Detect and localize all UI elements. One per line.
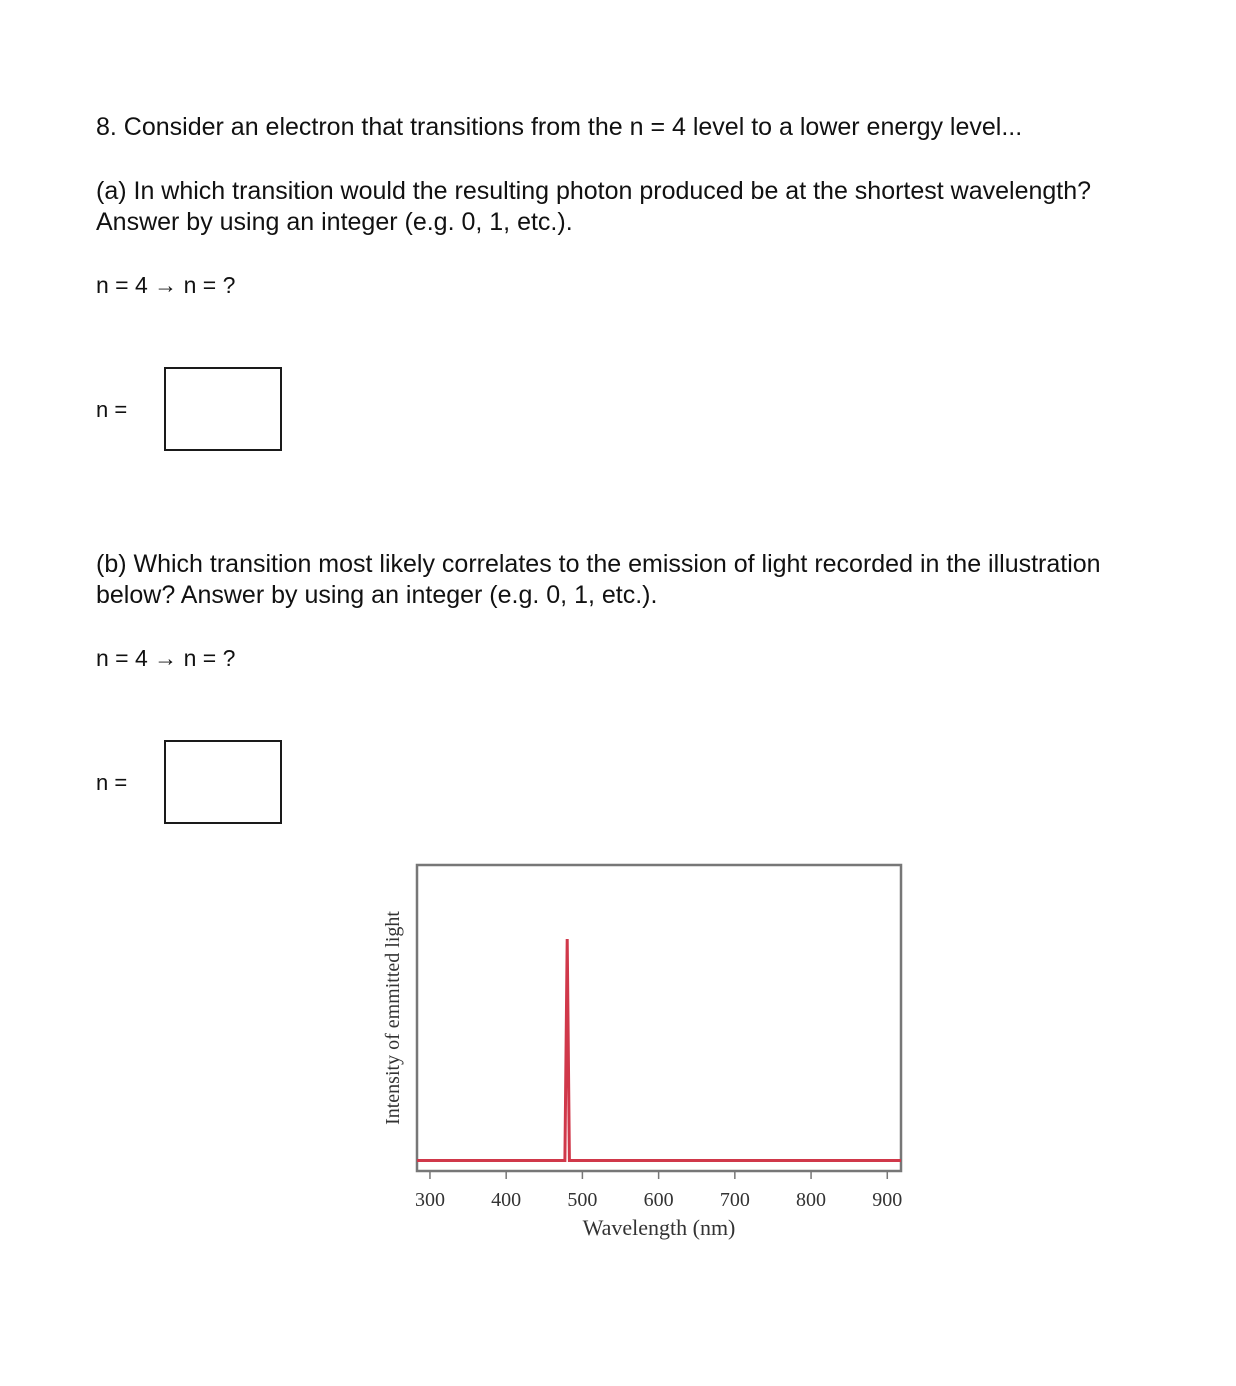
part-a-transition: n = 4 → n = ? [96,272,236,298]
x-tick-label-700: 700 [719,1189,750,1211]
part-a-answer-label: n = [96,397,128,422]
x-tick-label-600: 600 [643,1189,674,1211]
x-tick-label-500: 500 [567,1189,598,1211]
part-a-prompt: (a) In which transition would the resulting photon produced be at the shortest wavelength? Answer by using an integer (e.g. 0, 1, etc.). [96,177,1092,236]
part-b-answer-input[interactable] [164,740,282,824]
emission-spectrum-chart [370,855,930,1255]
question-title: 8. Consider an electron that transitions from the n = 4 level to a lower energy level... [96,113,1023,141]
part-b-prompt: (b) Which transition most likely correlates to the emission of light recorded in the illustration below? Answer by using an integer (e.g. 0, 1, etc.). [96,550,1101,609]
x-tick-label-800: 800 [796,1189,827,1211]
x-tick-label-400: 400 [491,1189,522,1211]
plot-frame [417,865,901,1171]
x-tick-label-900: 900 [872,1189,903,1211]
part-b-transition: n = 4 → n = ? [96,645,236,671]
part-a-answer-input[interactable] [164,367,282,451]
x-axis-label: Wavelength (nm) [582,1215,736,1240]
x-tick-label-300: 300 [414,1189,445,1211]
part-b-answer-label: n = [96,770,128,795]
y-axis-label: Intensity of emmitted light [382,911,404,1125]
x-tick-labels [415,1189,902,1211]
